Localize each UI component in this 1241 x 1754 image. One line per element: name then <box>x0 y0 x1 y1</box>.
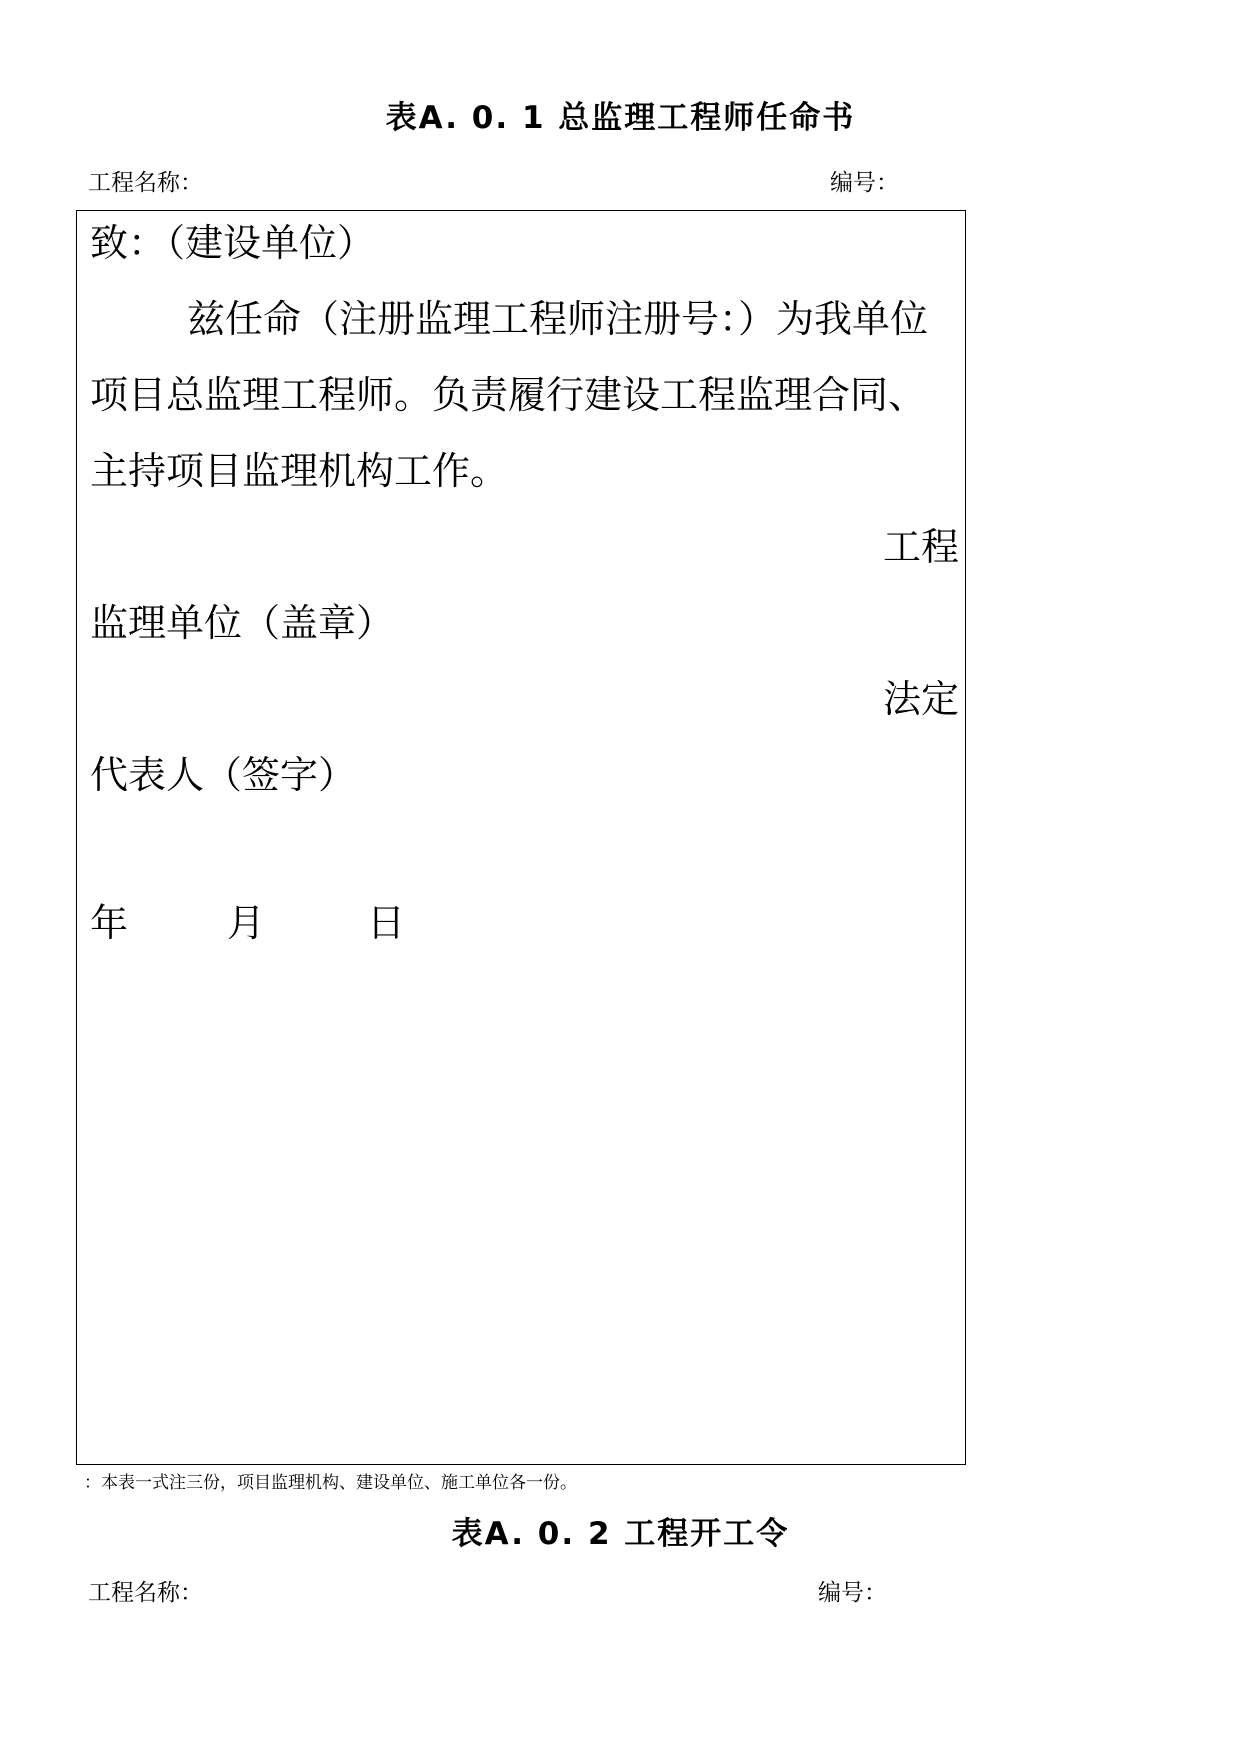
form2-number-label: 编号： <box>818 1580 887 1606</box>
form1-footnote: ：本表一式注三份，项目监理机构、建设单位、施工单位各一份。 <box>84 1473 577 1493</box>
form2-project-name-label: 工程名称： <box>88 1580 203 1606</box>
form1-content-box <box>76 210 966 1465</box>
form1-title: 表A. 0. 1 总监理工程师任命书 <box>385 100 856 136</box>
form1-number-label: 编号： <box>830 170 899 196</box>
date-year: 年 <box>90 901 129 945</box>
date-month: 月 <box>227 901 266 945</box>
form1-project-name-label: 工程名称： <box>88 170 203 196</box>
sign-line-2: 监理单位（盖章） <box>90 601 395 645</box>
body-line-2: 项目总监理工程师。负责履行建设工程监理合同、 <box>90 373 927 417</box>
body-line-3: 主持项目监理机构工作。 <box>90 449 509 493</box>
date-day: 日 <box>367 901 406 945</box>
form2-title: 表A. 0. 2 工程开工令 <box>451 1516 790 1552</box>
sign-line-1: 工程 <box>882 525 959 569</box>
recipient-line: 致：（建设单位） <box>90 221 376 265</box>
body-line-1: 兹任命（注册监理工程师注册号：）为我单位 <box>187 297 929 341</box>
sign-line-3: 法定 <box>882 677 959 721</box>
sign-line-4: 代表人（签字） <box>90 753 357 797</box>
